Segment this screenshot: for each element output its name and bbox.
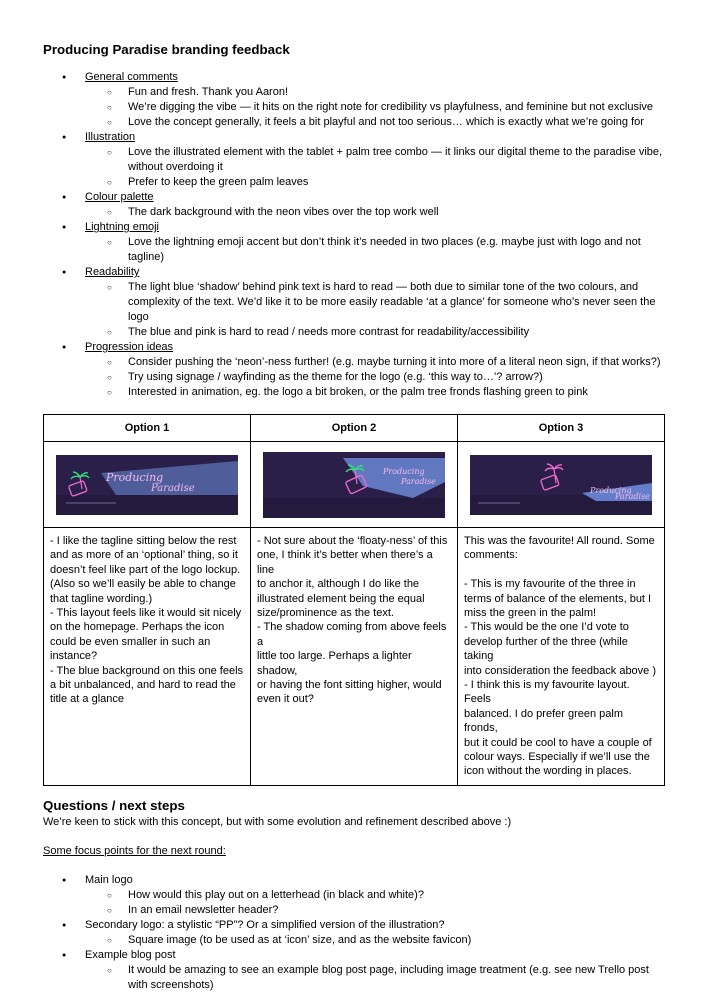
option-1-logo-word-2: Paradise xyxy=(151,482,195,494)
feedback-section-heading: Illustration xyxy=(85,131,136,143)
option-1-header: Option 1 xyxy=(44,415,251,442)
option-1-comments xyxy=(44,528,251,786)
option-3-comments xyxy=(458,528,665,786)
comment-line: little too large. Perhaps a lighter shadow, xyxy=(257,650,412,677)
feedback-point: ○ The dark background with the neon vibes over the top work well xyxy=(85,205,665,220)
comment-line: but it could be cool to have a couple of xyxy=(464,736,652,749)
comment-line: on the homepage. Perhaps the icon xyxy=(50,621,225,634)
focus-item xyxy=(43,873,665,918)
option-2-header: Option 2 xyxy=(251,415,458,442)
comment-line: - This layout feels like it would sit nicely xyxy=(50,607,242,620)
next-steps-section xyxy=(43,798,665,993)
feedback-section xyxy=(43,340,665,400)
feedback-point: ○ Love the concept generally, it feels a bit playful and not too serious… which is exactly what we’re going for xyxy=(85,115,665,130)
options-table xyxy=(43,414,665,786)
comment-line: icon without the wording in places. xyxy=(464,765,632,778)
comment-line: title at a glance xyxy=(50,693,124,706)
option-1-logo-image xyxy=(56,455,238,515)
comment-line: even it out? xyxy=(257,693,314,706)
option-3-header: Option 3 xyxy=(458,415,665,442)
comment-line: (Also so we’ll easily be able to change xyxy=(50,578,236,591)
comment-line: illustrated element being the equal xyxy=(257,592,425,605)
option-3-logo-word-1: Producing xyxy=(590,485,632,495)
comment-line: - I think this is my favourite layout. Feels xyxy=(464,679,630,706)
feedback-points xyxy=(85,85,665,130)
focus-item xyxy=(43,948,665,993)
option-3-image-cell xyxy=(458,442,665,528)
comment-line: balanced. I do prefer green palm fronds, xyxy=(464,707,623,735)
feedback-point: ○ Prefer to keep the green palm leaves xyxy=(85,175,665,190)
feedback-section xyxy=(43,70,665,130)
feedback-points xyxy=(85,235,665,265)
feedback-point: ○ We’re digging the vibe — it hits on the right note for credibility vs playfulness, and feminine but not exclusive xyxy=(85,100,665,115)
focus-point: ○ It would be amazing to see an example blog post page, including image treatment (e.g. see new Trello post with screenshots) xyxy=(85,963,665,993)
feedback-point: ○ Love the illustrated element with the tablet + palm tree combo — it links our digital theme to the paradise vibe, without overdoing it xyxy=(85,145,665,175)
comment-blank-line xyxy=(464,563,658,577)
feedback-section xyxy=(43,265,665,340)
feedback-section-heading: Readability xyxy=(85,266,140,278)
comment-line: This was the favourite! All round. Some xyxy=(464,535,655,547)
focus-point: ○ Square image (to be used as at ‘icon’ size, and as the website favicon) xyxy=(85,933,665,948)
comment-line: size/prominence as the text. xyxy=(257,607,394,620)
focus-point: ○ How would this play out on a letterhead (in black and white)? xyxy=(85,888,665,903)
feedback-section xyxy=(43,130,665,190)
document-title: Producing Paradise branding feedback xyxy=(43,42,290,57)
feedback-point: ○ The blue and pink is hard to read / needs more contrast for readability/accessibility xyxy=(85,325,665,340)
option-1-logo-word-1: Producing xyxy=(106,470,164,484)
feedback-points xyxy=(85,355,665,400)
feedback-point: ○ The light blue ‘shadow’ behind pink text is hard to read — both due to similar tone of the two colours, and complexity of the text. We’d like it to be more easily readable ‘at a glance’ for someone who’s never seen the logo xyxy=(85,280,665,325)
option-3-logo-image xyxy=(470,455,652,515)
feedback-point: ○ Interested in animation, eg. the logo a bit broken, or the palm tree fronds flashing green to pink xyxy=(85,385,665,400)
document-page xyxy=(43,42,665,993)
comment-line: terms of balance of the elements, but I xyxy=(464,592,652,605)
comment-line: miss the green in the palm! xyxy=(464,607,597,620)
comment-line: colour ways. Especially if we’ll use the xyxy=(464,751,650,764)
comment-line: - The shadow coming from above feels a xyxy=(257,621,447,648)
next-steps-heading: Questions / next steps xyxy=(43,797,185,813)
focus-points-list xyxy=(43,873,665,993)
feedback-section xyxy=(43,220,665,265)
comment-line: - The blue background on this one feels xyxy=(50,664,244,677)
comment-line: comments: xyxy=(464,549,518,562)
focus-item-label: Secondary logo: a stylistic “PP”? Or a simplified version of the illustration? xyxy=(85,918,445,931)
comment-line: develop further of the three (while taking xyxy=(464,635,628,663)
option-2-logo-word-2: Paradise xyxy=(401,476,436,486)
option-3-logo-word-2: Paradise xyxy=(615,491,650,501)
feedback-point: ○ Fun and fresh. Thank you Aaron! xyxy=(85,85,665,100)
feedback-section xyxy=(43,190,665,220)
comment-line: - Not sure about the ‘floaty-ness’ of this xyxy=(257,535,448,547)
focus-item-points xyxy=(85,888,665,918)
focus-point: ○ In an email newsletter header? xyxy=(85,903,665,918)
focus-item-label: Main logo xyxy=(85,873,133,886)
comment-line: - I like the tagline sitting below the rest xyxy=(50,535,237,547)
feedback-section-heading: General comments xyxy=(85,71,178,83)
comment-line: - This would be the one I’d vote to xyxy=(464,621,629,634)
feedback-point: ○ Consider pushing the ‘neon’-ness further! (e.g. maybe turning it into more of a literal neon sign, if that works?) xyxy=(85,355,665,370)
feedback-points xyxy=(85,205,665,220)
comment-line: instance? xyxy=(50,650,98,663)
comment-line: doesn’t feel like part of the logo lockup. xyxy=(50,563,241,576)
feedback-section-heading: Progression ideas xyxy=(85,341,174,353)
focus-item xyxy=(43,918,665,948)
focus-points-heading: Some focus points for the next round: xyxy=(43,844,226,857)
feedback-section-heading: Lightning emoji xyxy=(85,221,159,233)
focus-item-label: Example blog post xyxy=(85,948,176,961)
feedback-points xyxy=(85,280,665,340)
comment-line: into consideration the feedback above ) xyxy=(464,664,657,677)
comment-line: and as more of an ‘optional’ thing, so it xyxy=(50,549,238,562)
comment-line: could be even smaller in such an xyxy=(50,635,211,648)
comment-line: - This is my favourite of the three in xyxy=(464,578,636,591)
comment-line: that tagline wording.) xyxy=(50,592,153,605)
feedback-section-heading: Colour palette xyxy=(85,191,154,203)
next-steps-intro: We’re keen to stick with this concept, but with some evolution and refinement described above :) xyxy=(43,815,512,828)
option-2-logo-image xyxy=(263,452,445,518)
comment-line: a bit unbalanced, and hard to read the xyxy=(50,679,236,692)
feedback-points xyxy=(85,145,665,190)
comment-line: or having the font sitting higher, would xyxy=(257,679,442,692)
focus-item-points xyxy=(85,963,665,993)
feedback-list xyxy=(43,70,665,400)
comment-line: one, I think it’s better when there’s a line xyxy=(257,549,433,576)
option-1-image-cell xyxy=(44,442,251,528)
focus-item-points xyxy=(85,933,665,948)
feedback-point: ○ Love the lightning emoji accent but don’t think it’s needed in two places (e.g. maybe just with logo and not tagline) xyxy=(85,235,665,265)
feedback-point: ○ Try using signage / wayfinding as the theme for the logo (e.g. ‘this way to…’? arrow?) xyxy=(85,370,665,385)
option-2-logo-word-1: Producing xyxy=(383,466,425,476)
comment-line: to anchor it, although I do like the xyxy=(257,578,420,591)
option-2-image-cell xyxy=(251,442,458,528)
option-2-comments xyxy=(251,528,458,786)
